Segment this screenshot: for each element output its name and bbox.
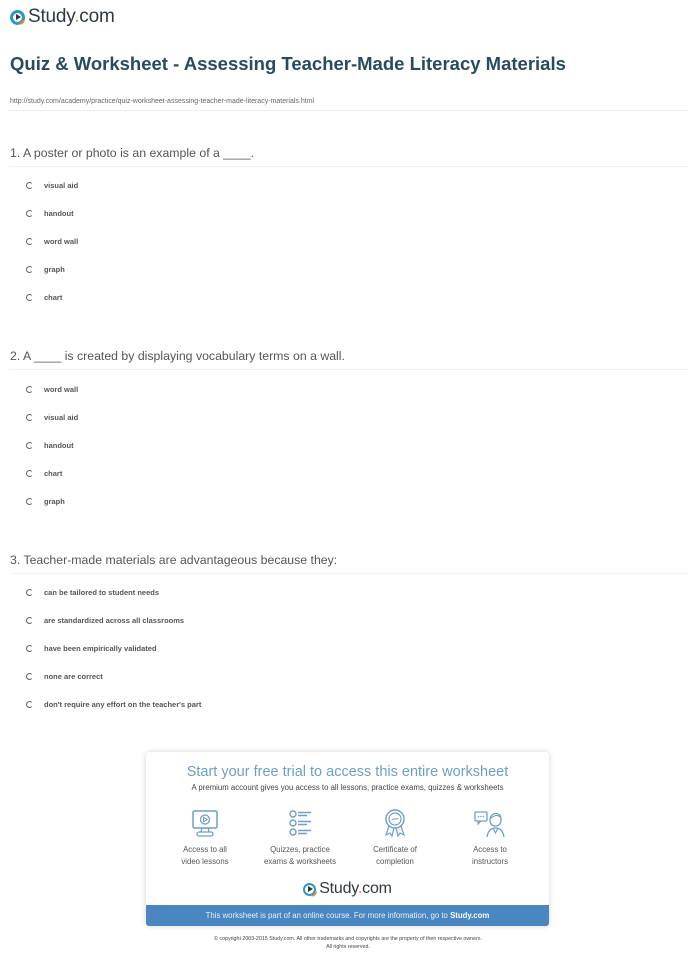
radio-icon[interactable]	[26, 294, 33, 301]
instructor-chat-icon	[473, 808, 507, 838]
radio-icon[interactable]	[26, 210, 33, 217]
option-label: are standardized across all classrooms	[44, 616, 185, 625]
radio-icon[interactable]	[26, 701, 33, 708]
option-label: graph	[44, 265, 65, 274]
answer-option[interactable]	[26, 700, 201, 709]
question-text: 1. A poster or photo is an example of a ____.	[10, 146, 688, 167]
promo-title[interactable]: Start your free trial to access this entire worksheet	[186, 764, 509, 780]
answer-option[interactable]	[26, 588, 159, 597]
answer-option[interactable]	[26, 469, 62, 478]
radio-icon[interactable]	[26, 617, 33, 624]
answer-option[interactable]	[26, 413, 78, 422]
answer-option[interactable]	[26, 265, 65, 274]
promo-footer-bar	[146, 905, 549, 926]
radio-icon[interactable]	[26, 442, 33, 449]
page-url[interactable]: http://study.com/academy/practice/quiz-worksheet-assessing-teacher-made-literacy-materials.html	[10, 98, 315, 105]
option-label: don't require any effort on the teacher's part	[44, 700, 202, 709]
option-label: can be tailored to student needs	[44, 588, 160, 597]
study-com-link[interactable]: Study.com	[450, 911, 490, 920]
radio-icon[interactable]	[26, 470, 33, 477]
play-logo-icon	[10, 10, 25, 25]
promo-subtitle: A premium account gives you access to all lessons, practice exams, quizzes & worksheets	[191, 783, 504, 792]
feature-certificate: Certificate of completion	[347, 808, 443, 868]
question-3	[10, 553, 688, 574]
option-label: word wall	[44, 385, 79, 394]
option-label: chart	[44, 293, 63, 302]
certificate-ribbon-icon	[380, 808, 410, 838]
option-label: graph	[44, 497, 65, 506]
option-label: visual aid	[44, 413, 79, 422]
answer-option[interactable]	[26, 497, 65, 506]
page-title: Quiz & Worksheet - Assessing Teacher-Made Literacy Materials	[10, 53, 566, 74]
option-label: handout	[44, 209, 74, 218]
feature-instructors: Access to instructors	[442, 808, 538, 868]
answer-option[interactable]	[26, 672, 103, 681]
radio-icon[interactable]	[26, 645, 33, 652]
radio-icon[interactable]	[26, 182, 33, 189]
question-2	[10, 349, 688, 370]
option-label: word wall	[44, 237, 79, 246]
answer-option[interactable]	[26, 441, 74, 450]
feature-video-lessons: Access to all video lessons	[157, 808, 253, 868]
video-monitor-icon	[190, 808, 220, 838]
free-trial-promo[interactable]	[146, 752, 549, 926]
option-label: handout	[44, 441, 74, 450]
answer-option[interactable]	[26, 616, 184, 625]
question-1	[10, 146, 688, 167]
option-label: chart	[44, 469, 63, 478]
answer-option[interactable]	[26, 293, 62, 302]
radio-icon[interactable]	[26, 266, 33, 273]
feature-quizzes: Quizzes, practice exams & worksheets	[252, 808, 348, 868]
footer-text: This worksheet is part of an online course. For more information, go to	[205, 911, 451, 920]
answer-option[interactable]	[26, 237, 78, 246]
radio-icon[interactable]	[26, 386, 33, 393]
logo-text: Study.com	[28, 6, 115, 27]
checklist-icon	[285, 808, 315, 838]
answer-option[interactable]	[26, 644, 157, 653]
answer-option[interactable]	[26, 181, 78, 190]
study-logo[interactable]	[10, 6, 115, 28]
option-label: visual aid	[44, 181, 79, 190]
question-text: 3. Teacher-made materials are advantageous because they:	[10, 553, 688, 574]
radio-icon[interactable]	[26, 589, 33, 596]
answer-option[interactable]	[26, 209, 74, 218]
question-text: 2. A ____ is created by displaying vocabulary terms on a wall.	[10, 349, 688, 370]
play-logo-icon	[303, 883, 316, 896]
radio-icon[interactable]	[26, 414, 33, 421]
option-label: none are correct	[44, 672, 103, 681]
promo-study-logo[interactable]: Study.com	[146, 880, 549, 898]
radio-icon[interactable]	[26, 673, 33, 680]
option-label: have been empirically validated	[44, 644, 157, 653]
answer-option[interactable]	[26, 385, 78, 394]
divider	[8, 110, 688, 111]
radio-icon[interactable]	[26, 498, 33, 505]
radio-icon[interactable]	[26, 238, 33, 245]
copyright-notice: © copyright 2003-2015 Study.com. All other trademarks and copyrights are the property of their respective owners. All rights reserved.	[214, 936, 482, 950]
